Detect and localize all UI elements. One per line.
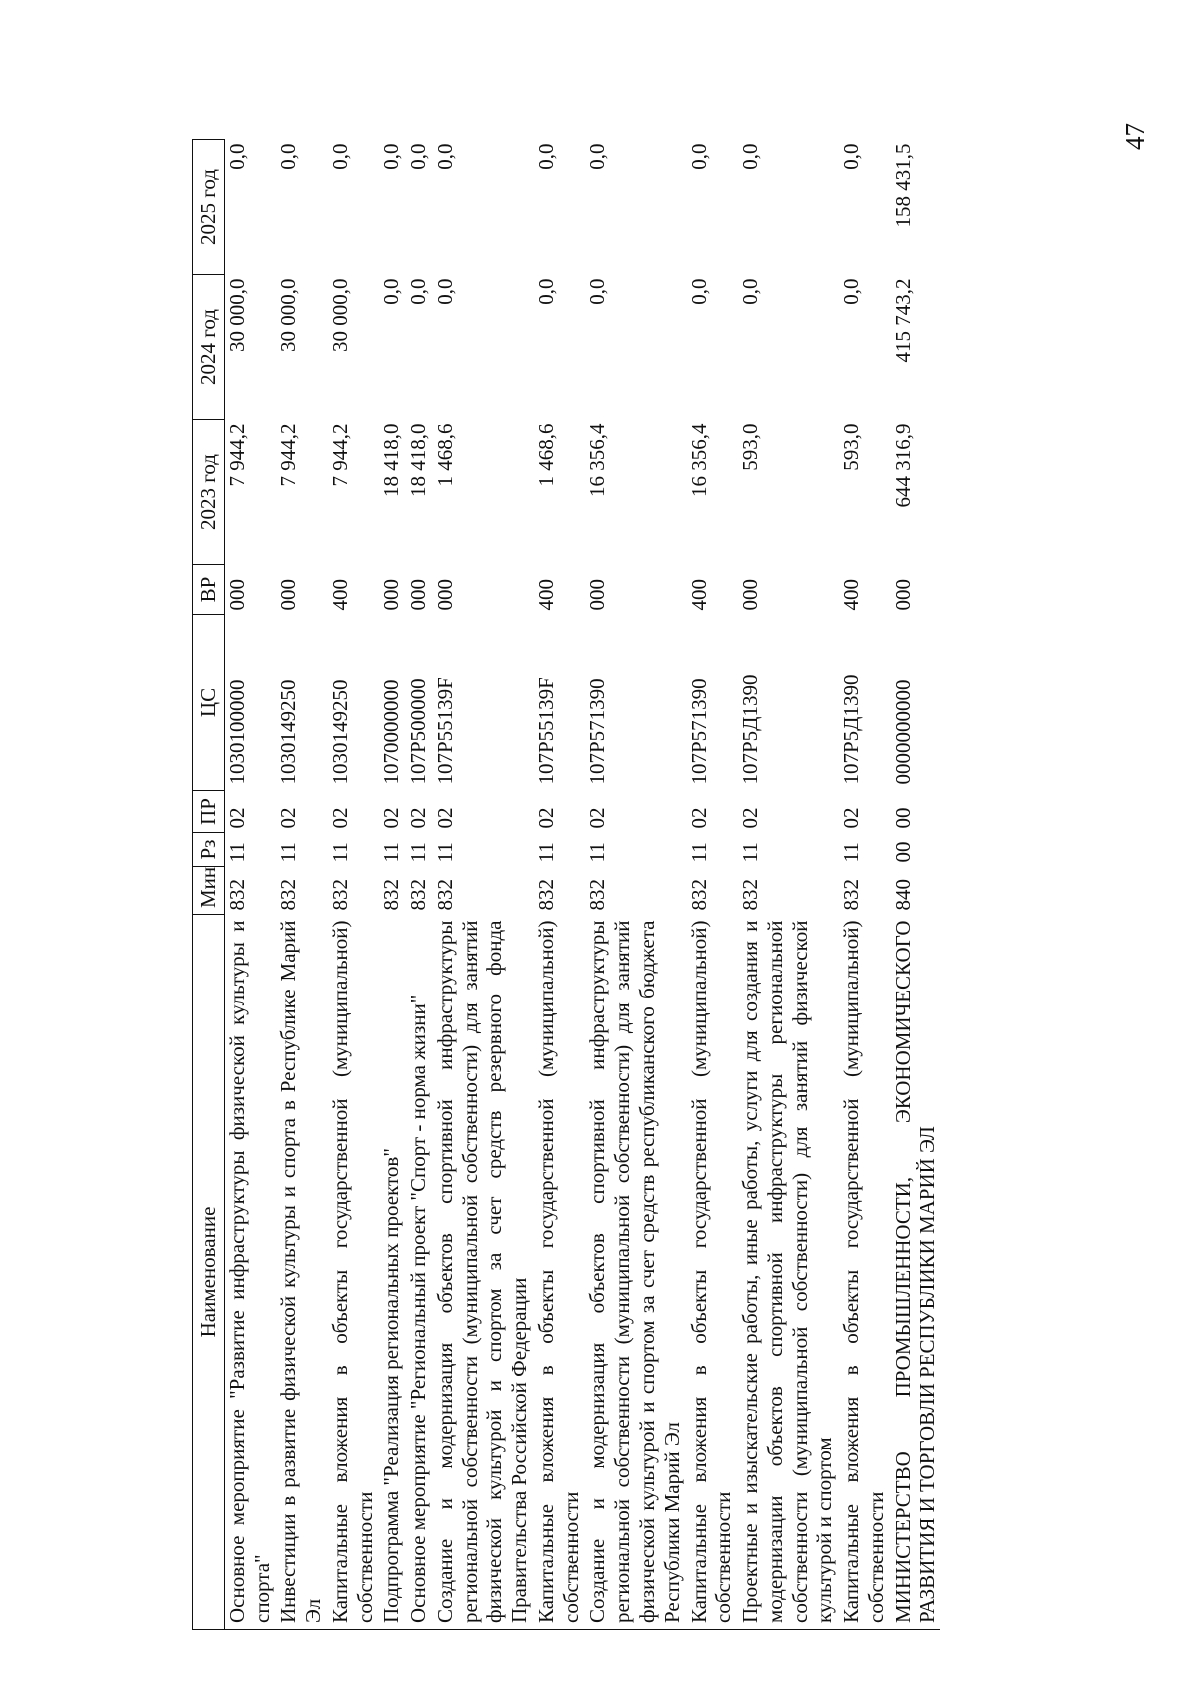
cell-vr: 000	[432, 579, 457, 611]
cell-vr: 000	[379, 579, 404, 611]
cell-rz: 11	[224, 842, 249, 863]
cell-vr: 000	[276, 579, 301, 611]
cell-name: Капитальные вложения в объекты государственной (муниципальной) собственности	[533, 920, 583, 1623]
cell-2024: 0,0	[686, 278, 711, 305]
cell-2023: 1 468,6	[432, 423, 457, 487]
cell-name: Инвестиции в развитие физической культуры и спорта в Республике Марий Эл	[276, 920, 326, 1623]
cell-min: 832	[379, 879, 404, 911]
cell-cs: 1030100000	[224, 679, 249, 785]
cell-pr: 02	[585, 807, 610, 829]
cell-name: Капитальные вложения в объекты государственной (муниципальной) собственности	[327, 920, 377, 1623]
cell-cs: 107P571390	[585, 678, 610, 785]
cell-2024: 415 743,2	[890, 278, 915, 363]
cell-cs: 0000000000	[890, 679, 915, 785]
table-row	[583, 140, 684, 1630]
cell-min: 832	[585, 879, 610, 911]
cell-2025: 0,0	[839, 143, 864, 170]
cell-pr: 02	[738, 807, 763, 829]
cell-2023: 1 468,6	[533, 423, 558, 487]
cell-2025: 0,0	[585, 143, 610, 170]
cell-2023: 7 944,2	[276, 423, 301, 487]
cell-vr: 400	[533, 579, 558, 611]
cell-2024: 0,0	[738, 278, 763, 305]
cell-min: 832	[406, 879, 431, 911]
table-row	[837, 140, 889, 1630]
header-rz: Рз	[193, 833, 225, 867]
cell-cs: 107P5Д1390	[738, 674, 763, 785]
table-row	[431, 140, 532, 1630]
header-2025: 2025 год	[193, 140, 225, 275]
cell-pr: 02	[224, 807, 249, 829]
cell-name: Создание и модернизация объектов спортивной инфраструктуры региональной собственности (муниципальной собственности) для занятий физической культурой и спортом за счет средств резервного фонда Правительства Российской Федерации	[432, 920, 532, 1623]
cell-name: Основное мероприятие "Развитие инфраструктуры физической культуры и спорта"	[224, 920, 274, 1623]
cell-2025: 0,0	[379, 143, 404, 170]
cell-2025: 0,0	[738, 143, 763, 170]
table-row	[326, 140, 378, 1630]
cell-min: 832	[327, 879, 352, 911]
cell-rz: 11	[276, 842, 301, 863]
cell-2023: 18 418,0	[406, 423, 431, 497]
cell-name: Основное мероприятие "Региональный проект "Спорт - норма жизни"	[406, 994, 431, 1623]
cell-vr: 400	[327, 579, 352, 611]
cell-2025: 0,0	[276, 143, 301, 170]
cell-vr: 000	[738, 579, 763, 611]
cell-pr: 02	[406, 807, 431, 829]
table-body	[224, 140, 940, 1630]
cell-min: 832	[839, 879, 864, 911]
cell-min: 832	[738, 879, 763, 911]
cell-pr: 02	[432, 807, 457, 829]
table-row	[377, 140, 404, 1630]
cell-cs: 1070000000	[379, 679, 404, 785]
cell-pr: 02	[327, 807, 352, 829]
cell-2025: 0,0	[327, 143, 352, 170]
cell-vr: 000	[890, 579, 915, 611]
header-2024: 2024 год	[193, 275, 225, 420]
table-row	[685, 140, 737, 1630]
cell-2025: 0,0	[533, 143, 558, 170]
table-row	[404, 140, 431, 1630]
cell-rz: 11	[379, 842, 404, 863]
cell-2024: 30 000,0	[327, 278, 352, 352]
header-name: Наименование	[193, 915, 225, 1630]
cell-name: МИНИСТЕРСТВО ПРОМЫШЛЕННОСТИ, ЭКОНОМИЧЕСКОГО РАЗВИТИЯ И ТОРГОВЛИ РЕСПУБЛИКИ МАРИЙ ЭЛ	[890, 920, 940, 1623]
cell-2025: 0,0	[406, 143, 431, 170]
cell-cs: 107P500000	[406, 678, 431, 785]
cell-2025: 0,0	[224, 143, 249, 170]
cell-name: Капитальные вложения в объекты государственной (муниципальной) собственности	[839, 920, 888, 1623]
cell-name: Проектные и изыскательские работы, иные работы, услуги для создания и модернизации объектов спортивной инфраструктуры региональной собственности (муниципальной собственности) для занятий физической культурой и спортом	[738, 920, 837, 1623]
cell-2024: 30 000,0	[276, 278, 301, 352]
cell-rz: 11	[432, 842, 457, 863]
cell-vr: 400	[839, 579, 864, 611]
cell-pr: 02	[839, 807, 864, 829]
table-row	[274, 140, 326, 1630]
cell-cs: 107P55139F	[432, 677, 457, 785]
cell-pr: 02	[533, 807, 558, 829]
cell-rz: 11	[686, 842, 711, 863]
cell-vr: 400	[686, 579, 711, 611]
cell-2025: 158 431,5	[890, 143, 915, 228]
cell-2025: 0,0	[686, 143, 711, 170]
cell-rz: 11	[738, 842, 763, 863]
cell-2024: 0,0	[406, 278, 431, 305]
cell-pr: 02	[379, 807, 404, 829]
cell-2023: 16 356,4	[686, 423, 711, 497]
cell-cs: 107P5Д1390	[839, 674, 864, 785]
cell-rz: 11	[327, 842, 352, 863]
table-row	[736, 140, 837, 1630]
cell-vr: 000	[224, 579, 249, 611]
cell-2023: 18 418,0	[379, 423, 404, 497]
cell-pr: 00	[890, 807, 915, 829]
cell-2023: 16 356,4	[585, 423, 610, 497]
cell-2023: 644 316,9	[890, 423, 915, 508]
cell-cs: 1030149250	[327, 679, 352, 785]
cell-2023: 7 944,2	[224, 423, 249, 487]
cell-vr: 000	[585, 579, 610, 611]
header-pr: ПР	[193, 791, 225, 833]
cell-min: 840	[890, 879, 915, 911]
cell-2024: 0,0	[533, 278, 558, 305]
cell-vr: 000	[406, 579, 431, 611]
cell-name: Капитальные вложения в объекты государственной (муниципальной) собственности	[686, 920, 736, 1623]
cell-2023: 593,0	[839, 423, 864, 471]
cell-rz: 11	[406, 842, 431, 863]
page-number: 47	[1120, 123, 1150, 150]
cell-2024: 0,0	[839, 278, 864, 305]
cell-2025: 0,0	[432, 143, 457, 170]
cell-2023: 593,0	[738, 423, 763, 471]
header-min: Мин	[193, 867, 225, 915]
cell-name: Создание и модернизация объектов спортивной инфраструктуры региональной собственности (муниципальной собственности) для занятий физической культурой и спортом за счет средств республиканского бюджета Республики Марий Эл	[585, 920, 684, 1623]
cell-min: 832	[276, 879, 301, 911]
header-2023: 2023 год	[193, 420, 225, 565]
cell-rz: 00	[890, 841, 915, 863]
cell-2024: 30 000,0	[224, 278, 249, 352]
cell-min: 832	[533, 879, 558, 911]
cell-cs: 1030149250	[276, 679, 301, 785]
cell-2024: 0,0	[432, 278, 457, 305]
rotated-page-content	[192, 140, 1062, 1630]
cell-rz: 11	[533, 842, 558, 863]
cell-rz: 11	[585, 842, 610, 863]
cell-2024: 0,0	[379, 278, 404, 305]
cell-min: 832	[432, 879, 457, 911]
cell-cs: 107P55139F	[533, 677, 558, 785]
cell-name: Подпрограмма "Реализация региональных проектов"	[379, 1148, 404, 1623]
cell-rz: 11	[839, 842, 864, 863]
header-cs: ЦС	[193, 615, 225, 791]
cell-2024: 0,0	[585, 278, 610, 305]
table-row	[532, 140, 584, 1630]
cell-min: 832	[224, 879, 249, 911]
cell-pr: 02	[276, 807, 301, 829]
table-row	[224, 140, 274, 1630]
cell-cs: 107P571390	[686, 678, 711, 785]
cell-pr: 02	[686, 807, 711, 829]
budget-table	[192, 139, 940, 1630]
cell-2023: 7 944,2	[327, 423, 352, 487]
cell-min: 832	[686, 879, 711, 911]
table-header-row	[193, 140, 225, 1630]
header-vr: ВР	[193, 565, 225, 615]
table-row	[889, 140, 941, 1630]
